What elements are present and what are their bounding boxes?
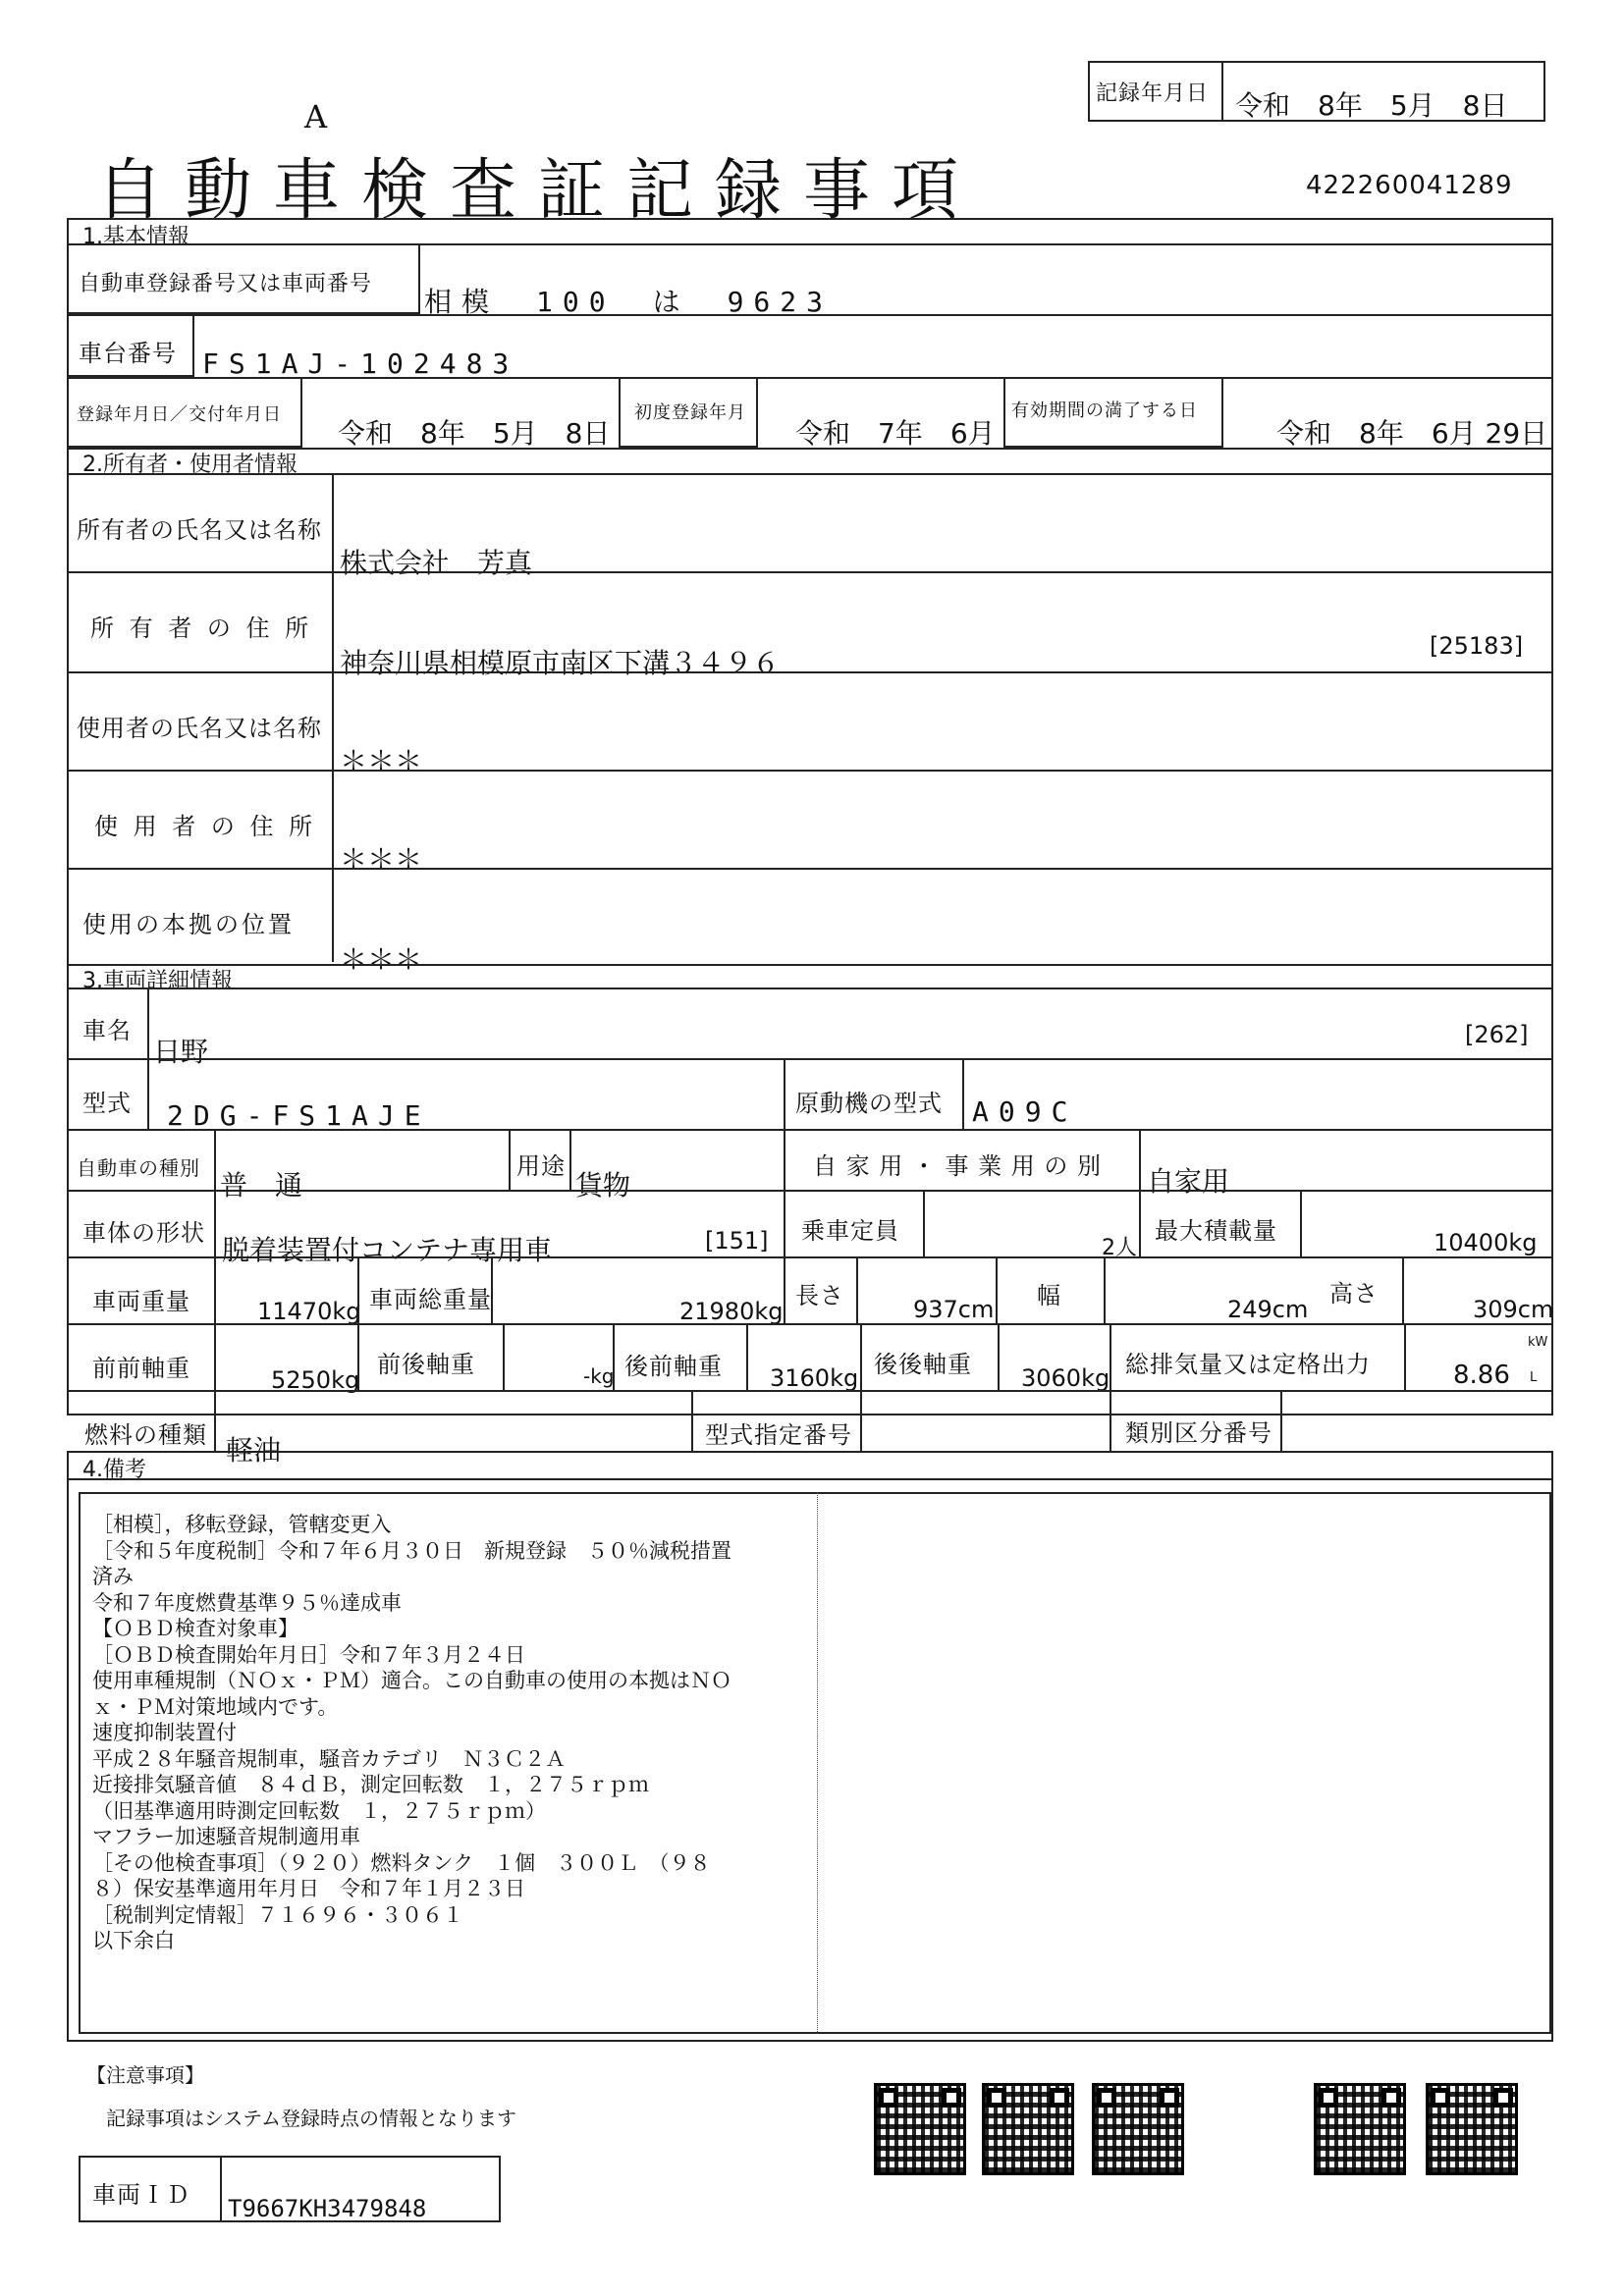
record-date-value: 令和 8年 5月 8日 [1235, 89, 1508, 122]
first-reg-label: 初度登録年月 [634, 402, 746, 423]
front-front-axle-label: 前前軸重 [92, 1355, 190, 1382]
first-reg-value: 令和 7年 6月 [795, 417, 996, 450]
use-value: 貨物 [575, 1169, 631, 1201]
section-remarks: 4.備考 [82, 1458, 146, 1482]
rear-front-axle-value: 3160kg [770, 1364, 859, 1392]
notice-text: 記録事項はシステム登録時点の情報となります [106, 2107, 516, 2130]
gross-value: 21980kg [679, 1298, 784, 1325]
kind-value: 普 通 [220, 1169, 303, 1201]
max-load-label: 最大積載量 [1155, 1217, 1277, 1245]
width-value: 249cm [1227, 1296, 1309, 1323]
expiry-value: 令和 8年 6月 29日 [1276, 417, 1548, 450]
private-value: 自家用 [1147, 1165, 1230, 1198]
maker-value: 日野 [153, 1036, 209, 1068]
displacement-value: 8.86 [1453, 1361, 1510, 1390]
reg-number-label: 自動車登録番号又は車両番号 [79, 272, 373, 296]
reg-number-value: 相模 100 は 9623 [424, 286, 834, 318]
expiry-label: 有効期間の満了する日 [1011, 400, 1198, 421]
vehicle-id-label: 車両ＩＤ [92, 2181, 190, 2209]
maker-code: [262] [1465, 1021, 1529, 1048]
reg-date-label: 登録年月日／交付年月日 [77, 404, 282, 425]
front-rear-axle-label: 前後軸重 [377, 1351, 475, 1378]
height-value: 309cm [1473, 1296, 1554, 1323]
model-label: 型式 [82, 1090, 132, 1117]
engine-label: 原動機の型式 [795, 1090, 943, 1117]
qr-code-1-icon [874, 2083, 966, 2175]
engine-value: A09C [972, 1095, 1078, 1128]
page-title: 自動車検査証記録事項 [96, 152, 981, 230]
class-label: 類別区分番号 [1125, 1419, 1272, 1447]
fuel-label: 燃料の種類 [84, 1421, 207, 1449]
document-number: 422260041289 [1306, 171, 1513, 200]
weight-label: 車両重量 [92, 1288, 190, 1315]
capacity-value: 2人 [1102, 1236, 1137, 1260]
body-value: 脱着装置付コンテナ専用車 [222, 1234, 553, 1266]
length-value: 937cm [913, 1296, 995, 1323]
body-label: 車体の形状 [82, 1219, 205, 1247]
type-designation-label: 型式指定番号 [705, 1421, 852, 1449]
base-location-label: 使用の本拠の位置 [82, 911, 295, 938]
base-location-value: ＊＊＊ [340, 943, 423, 976]
height-label: 高さ [1329, 1280, 1379, 1308]
model-value: 2DG-FS1AJE [167, 1099, 431, 1132]
displacement-label: 総排気量又は定格出力 [1125, 1351, 1371, 1378]
owner-name-value: 株式会社 芳真 [340, 547, 533, 579]
displacement-unit-kw: kW [1528, 1335, 1548, 1350]
rear-rear-axle-value: 3060kg [1021, 1364, 1110, 1392]
reg-date-value: 令和 8年 5月 8日 [338, 417, 611, 450]
vehicle-id-value: T9667KH3479848 [228, 2195, 427, 2222]
user-address-value: ＊＊＊ [340, 843, 423, 876]
user-address-label: 使 用 者 の 住 所 [94, 813, 317, 840]
qr-code-5-icon [1426, 2083, 1518, 2175]
front-front-axle-value: 5250kg [271, 1366, 360, 1394]
user-name-label: 使用者の氏名又は名称 [77, 715, 322, 742]
length-label: 長さ [795, 1282, 844, 1309]
capacity-label: 乗車定員 [801, 1217, 899, 1245]
owner-name-label: 所有者の氏名又は名称 [77, 516, 322, 544]
private-label: 自 家 用 ・ 事 業 用 の 別 [813, 1152, 1103, 1180]
remarks-text: ［相模］，移転登録，管轄変更入 ［令和５年度税制］令和７年６月３０日 新規登録 ５０％減税措置 済み 令和７年度燃費基準９５％達成車 【ＯＢＤ検査対象車】 ［ＯＢＤ検査開始年月日］令和７年３月２４日 使用車種規制（ＮＯｘ・ＰＭ）適合。この自動車の使用の本拠はＮＯ ｘ・ＰＭ対策地域内です。 速度抑制装置付 平成２８年騒音規制車，騒音カテゴリ Ｎ３Ｃ２Ａ 近接排気騒音値 ８４ｄＢ，測定回転数 １，２７５ｒｐｍ （旧基準適用時測定回転数 １，２７５ｒｐｍ） マフラー加速騒音規制適用車 ［その他検査事項］（９２０）燃料タンク １個 ３００Ｌ （９８ ８）保安基準適用年月日 令和７年１月２３日 ［税制判定情報］７１６９６・３０６１ 以下余白 [92, 1513, 731, 1952]
qr-code-2-icon [982, 2083, 1074, 2175]
record-date-label: 記録年月日 [1096, 81, 1210, 106]
qr-code-4-icon [1314, 2083, 1406, 2175]
owner-address-label: 所 有 者 の 住 所 [90, 614, 313, 642]
owner-address-value: 神奈川県相模原市南区下溝３４９６ [340, 647, 781, 679]
notice-title: 【注意事項】 [86, 2063, 204, 2087]
weight-value: 11470kg [257, 1298, 361, 1325]
owner-address-code: [25183] [1430, 632, 1524, 660]
rear-front-axle-label: 後前軸重 [624, 1353, 723, 1380]
chassis-value: FS1AJ-102483 [202, 347, 519, 380]
section-vehicle: 3.車両詳細情報 [82, 969, 233, 993]
body-code: [151] [705, 1227, 769, 1255]
qr-code-3-icon [1092, 2083, 1184, 2175]
corner-mark: A [304, 98, 328, 135]
maker-label: 車名 [82, 1017, 132, 1044]
chassis-label: 車台番号 [79, 340, 177, 367]
kind-label: 自動車の種別 [77, 1156, 200, 1180]
max-load-value: 10400kg [1434, 1229, 1538, 1256]
section-basic: 1.基本情報 [82, 225, 189, 249]
use-label: 用途 [516, 1152, 566, 1180]
rear-rear-axle-label: 後後軸重 [874, 1351, 972, 1378]
fuel-value: 軽油 [226, 1434, 282, 1467]
gross-label: 車両総重量 [369, 1286, 492, 1313]
displacement-unit-l: L [1530, 1370, 1538, 1385]
width-label: 幅 [1037, 1282, 1061, 1309]
user-name-value: ＊＊＊ [340, 745, 423, 777]
section-owner: 2.所有者・使用者情報 [82, 453, 298, 477]
front-rear-axle-value: -kg [583, 1364, 615, 1388]
